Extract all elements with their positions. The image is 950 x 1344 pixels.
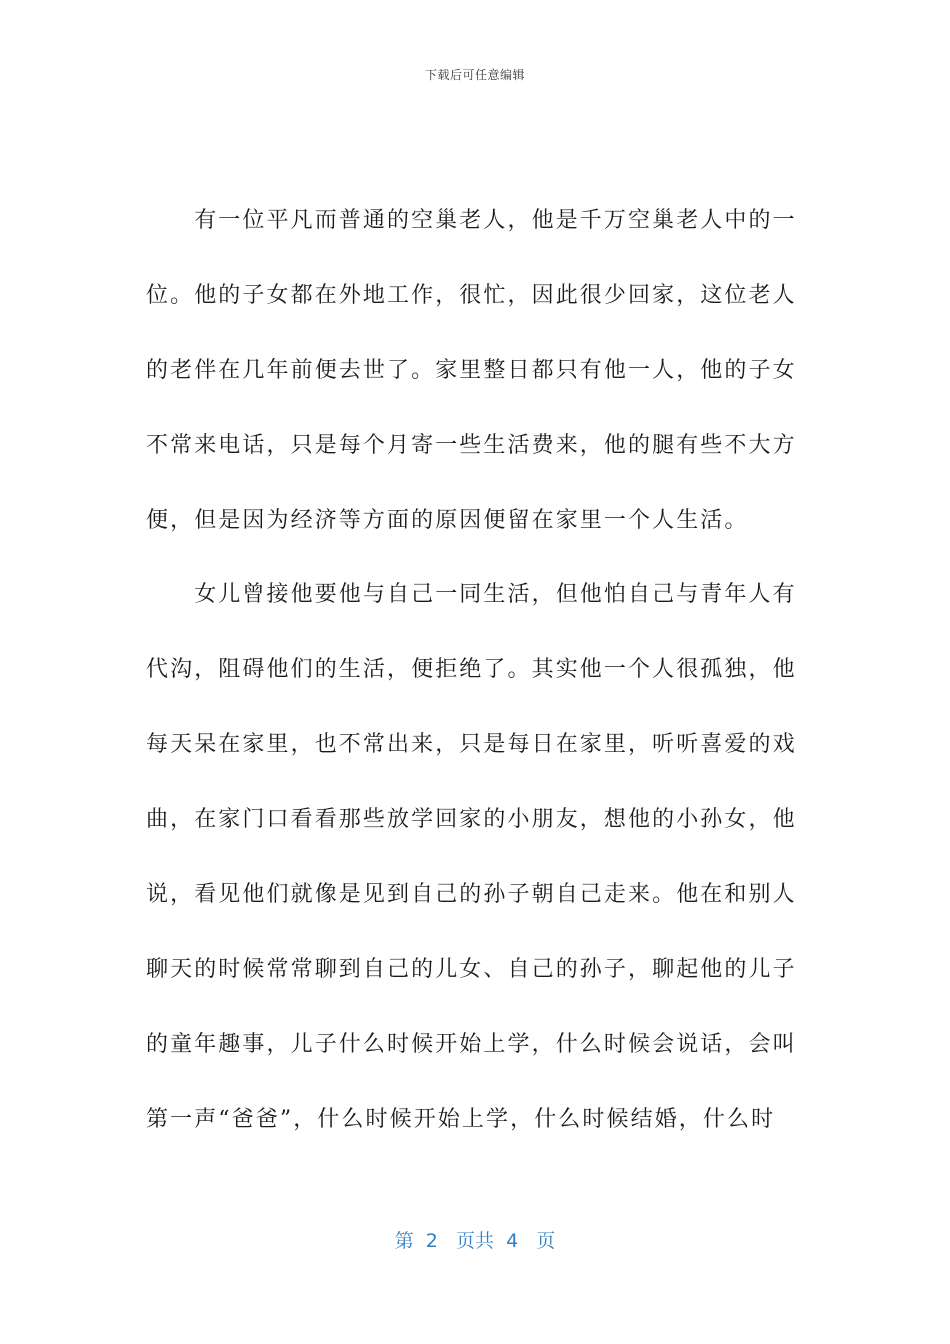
paragraph-line: 第一声“爸爸”，什么时候开始上学，什么时候结婚，什么时 bbox=[146, 1107, 776, 1132]
paragraph-line: 女儿曾接他要他与自己一同生活，但他怕自己与青年人有 bbox=[146, 582, 797, 607]
paragraph-line: 便，但是因为经济等方面的原因便留在家里一个人生活。 bbox=[146, 508, 749, 533]
paragraph-line: 位。他的子女都在外地工作，很忙，因此很少回家，这位老人 bbox=[146, 283, 797, 308]
paragraph-line: 代沟，阻碍他们的生活，便拒绝了。其实他一个人很孤独，他 bbox=[146, 657, 797, 682]
paragraph-line: 每天呆在家里，也不常出来，只是每日在家里，听听喜爱的戏 bbox=[146, 732, 797, 757]
paragraph-line: 曲，在家门口看看那些放学回家的小朋友，想他的小孙女，他 bbox=[146, 807, 797, 832]
page-header: 下载后可任意编辑 bbox=[424, 68, 525, 82]
paragraph-line: 的老伴在几年前便去世了。家里整日都只有他一人，他的子女 bbox=[146, 358, 797, 383]
paragraph-line: 有一位平凡而普通的空巢老人，他是千万空巢老人中的一 bbox=[146, 208, 797, 233]
paragraph-line: 说，看见他们就像是见到自己的孙子朝自己走来。他在和别人 bbox=[146, 882, 797, 907]
paragraph-line: 聊天的时候常常聊到自己的儿女、自己的孙子，聊起他的儿子 bbox=[146, 957, 797, 982]
paragraph-line: 不常来电话，只是每个月寄一些生活费来，他的腿有些不大方 bbox=[146, 433, 797, 458]
page-number-footer: 第 2 页共 4 页 bbox=[394, 1230, 556, 1252]
paragraph-line: 的童年趣事，儿子什么时候开始上学，什么时候会说话，会叫 bbox=[146, 1032, 797, 1057]
